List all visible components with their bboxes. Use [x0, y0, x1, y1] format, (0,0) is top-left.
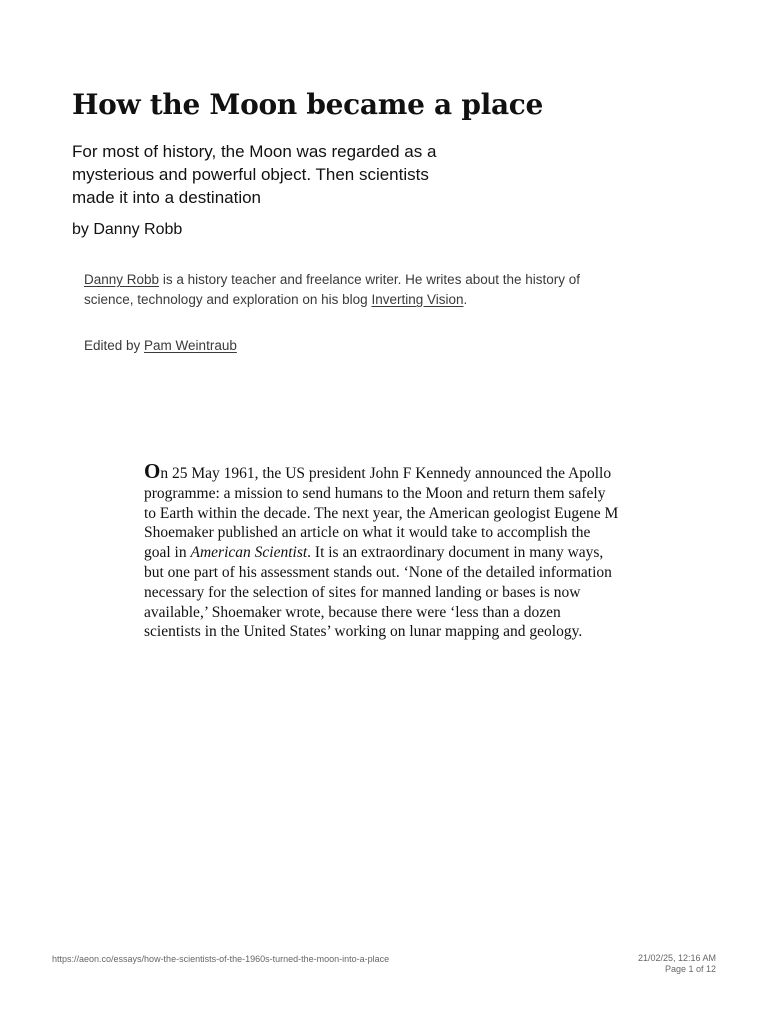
article-title: How the Moon became a place	[72, 88, 544, 121]
footer-page-number: Page 1 of 12	[664, 964, 716, 974]
article-byline: by Danny Robb	[72, 221, 183, 238]
article-subtitle: For most of history, the Moon was regarded as a mysterious and powerful object. Then scientists made it into a destination	[72, 142, 437, 207]
author-link[interactable]: Danny Robb	[84, 272, 160, 287]
footer-url: https://aeon.co/essays/how-the-scientists-of-the-1960s-turned-the-moon-into-a-place	[52, 954, 390, 964]
editor-link[interactable]: Pam Weintraub	[144, 338, 237, 353]
edited-by-prefix: Edited by	[84, 338, 145, 353]
body-text-part-1: n 25 May 1961, the US president John F Kennedy announced the Apollo programme: a mission to send humans to the Moon and return them safely to Earth within the decade. The next year, the American geologist Eugene M Shoemaker published an article on what it would take to accomplish the goal in	[144, 465, 619, 562]
article-body-paragraph	[144, 459, 619, 642]
edited-by	[84, 336, 237, 356]
drop-cap: O	[144, 459, 161, 483]
body-text-part-2: . It is an extraordinary document in many ways, but one part of his assessment stands out. ‘None of the detailed information necessary for the selection of sites for manned landing or bases is now available,’ Shoemaker wrote, because there were ‘less than a dozen scientists in the United States’ working on lunar mapping and geology.	[144, 544, 612, 641]
blog-link[interactable]: Inverting Vision	[371, 292, 464, 307]
bio-text-2: .	[463, 292, 468, 307]
footer-meta	[638, 953, 716, 975]
footer-timestamp: 21/02/25, 12:16 AM	[637, 953, 716, 963]
author-bio	[84, 270, 629, 310]
publication-name: American Scientist	[190, 544, 308, 562]
bio-text-1: is a history teacher and freelance writer. He writes about the history of science, technology and exploration on his blog	[84, 272, 581, 307]
